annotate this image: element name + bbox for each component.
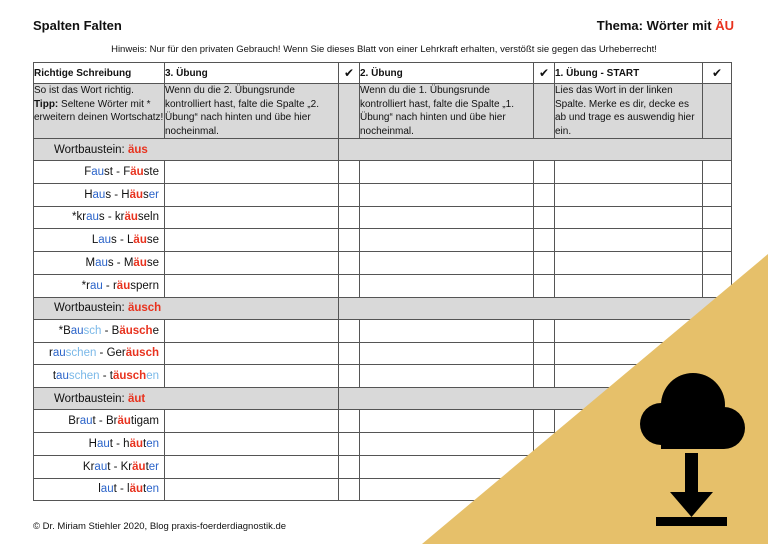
section-label-text: Wortbaustein: <box>54 302 128 315</box>
exercise3-input[interactable] <box>165 365 339 388</box>
check1-box[interactable] <box>703 410 732 433</box>
section-filler <box>339 388 732 410</box>
check2-box[interactable] <box>534 319 555 342</box>
check1-box[interactable] <box>703 478 732 501</box>
word-segment: l <box>98 483 101 496</box>
word-segment: t <box>145 460 149 473</box>
word-row <box>34 252 732 275</box>
word-row <box>34 365 732 388</box>
word-segment: au <box>52 347 66 360</box>
check1-box[interactable] <box>703 365 732 388</box>
word-segment: äu <box>132 460 146 473</box>
section-label <box>34 297 339 319</box>
word-segment: äu <box>124 211 138 224</box>
check2-box[interactable] <box>534 274 555 297</box>
footer-copyright: © Dr. Miriam Stiehler 2020, Blog praxis-foerderdiagnostik.de <box>33 521 287 532</box>
word-row <box>34 274 732 297</box>
word-segment: äusch <box>125 347 159 360</box>
check1-box[interactable] <box>703 206 732 229</box>
exercise3-input[interactable] <box>165 252 339 275</box>
word-segment: t - l <box>113 483 130 496</box>
col-correct-header: Richtige Schreibung <box>34 63 165 84</box>
exercise1-input[interactable] <box>555 410 703 433</box>
exercise3-input[interactable] <box>165 274 339 297</box>
correct-word <box>34 319 165 342</box>
check3-box[interactable] <box>339 183 360 206</box>
word-segment: en <box>146 437 159 450</box>
word-segment: Br <box>68 415 80 428</box>
exercise2-input[interactable] <box>360 183 534 206</box>
word-segment: t <box>143 483 147 496</box>
word-segment: s - H <box>105 188 130 201</box>
exercise1-input[interactable] <box>555 206 703 229</box>
exercise-table <box>33 62 732 501</box>
word-row <box>34 455 732 478</box>
word-segment: au <box>98 234 112 247</box>
word-segment: au <box>91 165 105 178</box>
word-row <box>34 161 732 184</box>
word-segment: s - M <box>107 257 134 270</box>
correct-word <box>34 455 165 478</box>
exercise3-input[interactable] <box>165 161 339 184</box>
word-segment: au <box>96 437 110 450</box>
check-icon: ✔ <box>703 63 732 84</box>
exercise2-input[interactable] <box>360 365 534 388</box>
check3-box[interactable] <box>339 206 360 229</box>
topic-prefix: Thema: Wörter mit <box>596 18 716 33</box>
word-segment: - t <box>99 370 113 383</box>
word-row <box>34 478 732 501</box>
check2-box[interactable] <box>534 365 555 388</box>
word-segment: äu <box>133 234 147 247</box>
word-segment: er <box>148 188 159 201</box>
exercise3-input[interactable] <box>165 455 339 478</box>
word-segment: äu <box>130 165 144 178</box>
instruction-check2 <box>534 84 555 139</box>
instruction-correct-text: So ist das Wort richtig. <box>34 85 134 96</box>
word-segment: au <box>100 483 114 496</box>
check1-box[interactable] <box>703 274 732 297</box>
exercise2-input[interactable] <box>360 432 534 455</box>
exercise3-input[interactable] <box>165 229 339 252</box>
tip-text: Seltene Wörter mit * erweitern deinen Wortschatz! <box>34 98 164 123</box>
word-segment: r <box>49 347 53 360</box>
tip-label: Tipp: <box>34 98 59 110</box>
correct-word <box>34 365 165 388</box>
check1-box[interactable] <box>703 252 732 275</box>
exercise2-input[interactable] <box>360 252 534 275</box>
word-row <box>34 432 732 455</box>
section-filler <box>339 297 732 319</box>
exercise1-input[interactable] <box>555 183 703 206</box>
check2-box[interactable] <box>534 183 555 206</box>
section-row <box>34 297 732 319</box>
instruction-exercise3: Wenn du die 2. Übungsrunde kontrolliert hast, falte die Spalte „2. Übung“ nach hinten und übe hier nocheinmal. <box>165 84 339 139</box>
word-segment: au <box>94 460 108 473</box>
exercise1-input[interactable] <box>555 252 703 275</box>
correct-word <box>34 183 165 206</box>
section-label-text: Wortbaustein: <box>54 143 128 156</box>
correct-word <box>34 342 165 365</box>
word-segment: t <box>52 370 57 383</box>
check3-box[interactable] <box>339 342 360 365</box>
word-segment: M <box>85 257 96 270</box>
check2-box[interactable] <box>534 161 555 184</box>
exercise2-input[interactable] <box>360 478 534 501</box>
section-row <box>34 388 732 410</box>
word-segment: spern <box>130 279 159 292</box>
word-segment: *r <box>81 279 90 292</box>
check2-box[interactable] <box>534 455 555 478</box>
word-row <box>34 319 732 342</box>
worksheet-topic <box>597 18 734 33</box>
exercise2-input[interactable] <box>360 410 534 433</box>
col-exercise3-header: 3. Übung <box>165 63 339 84</box>
col-exercise1-header: 1. Übung - START <box>555 63 703 84</box>
exercise1-input[interactable] <box>555 455 703 478</box>
section-row <box>34 139 732 161</box>
word-segment: L <box>91 234 99 247</box>
word-segment: äu <box>129 437 143 450</box>
word-segment: schen <box>68 370 100 383</box>
word-segment: t - Br <box>92 415 118 428</box>
check3-box[interactable] <box>339 478 360 501</box>
check1-box[interactable] <box>703 455 732 478</box>
word-segment: äu <box>129 483 143 496</box>
word-segment: schen <box>65 347 97 360</box>
section-suffix: äus <box>127 143 148 156</box>
col-exercise2-header: 2. Übung <box>360 63 534 84</box>
exercise1-input[interactable] <box>555 432 703 455</box>
exercise3-input[interactable] <box>165 432 339 455</box>
word-segment: äu <box>129 188 144 201</box>
exercise2-input[interactable] <box>360 274 534 297</box>
correct-word <box>34 252 165 275</box>
check2-box[interactable] <box>534 206 555 229</box>
word-segment: au <box>89 279 103 292</box>
correct-word <box>34 206 165 229</box>
word-segment: en <box>146 370 159 383</box>
word-segment: sch <box>83 324 102 337</box>
exercise1-input[interactable] <box>555 365 703 388</box>
check-icon: ✔ <box>534 63 555 84</box>
check1-box[interactable] <box>703 319 732 342</box>
instruction-correct <box>34 84 165 139</box>
word-segment: t <box>143 437 147 450</box>
exercise3-input[interactable] <box>165 183 339 206</box>
exercise1-input[interactable] <box>555 478 703 501</box>
topic-accent: ÄU <box>715 18 734 33</box>
correct-word <box>34 432 165 455</box>
word-segment: ste <box>143 165 159 178</box>
word-segment: au <box>70 324 84 337</box>
check3-box[interactable] <box>339 274 360 297</box>
word-segment: er <box>148 460 159 473</box>
exercise3-input[interactable] <box>165 206 339 229</box>
instruction-exercise1: Lies das Wort in der linken Spalte. Merke es dir, decke es ab und trage es auswendig hier ein. <box>555 84 703 139</box>
word-segment: tigam <box>130 415 159 428</box>
word-segment: Kr <box>82 460 95 473</box>
word-segment: seln <box>137 211 159 224</box>
word-segment: s - kr <box>98 211 125 224</box>
check2-box[interactable] <box>534 252 555 275</box>
exercise1-input[interactable] <box>555 229 703 252</box>
word-segment: - r <box>102 279 117 292</box>
exercise1-input[interactable] <box>555 319 703 342</box>
copyright-hint: Hinweis: Nur für den privaten Gebrauch! Wenn Sie dieses Blatt von einer Lehrkraft erhalten, verstößt sie gegen das Urheberrecht! <box>111 44 657 55</box>
check3-box[interactable] <box>339 252 360 275</box>
exercise3-input[interactable] <box>165 410 339 433</box>
word-row <box>34 183 732 206</box>
correct-word <box>34 478 165 501</box>
exercise3-input[interactable] <box>165 478 339 501</box>
exercise1-input[interactable] <box>555 342 703 365</box>
check1-box[interactable] <box>703 161 732 184</box>
check3-box[interactable] <box>339 455 360 478</box>
exercise1-input[interactable] <box>555 161 703 184</box>
check-icon: ✔ <box>339 63 360 84</box>
word-segment: H <box>84 188 93 201</box>
check2-box[interactable] <box>534 229 555 252</box>
worksheet-title: Spalten Falten <box>33 18 122 33</box>
word-segment: au <box>95 257 108 270</box>
word-segment: st - F <box>104 165 131 178</box>
check3-box[interactable] <box>339 432 360 455</box>
exercise3-input[interactable] <box>165 342 339 365</box>
instruction-check1 <box>703 84 732 139</box>
table-body <box>34 139 732 501</box>
word-segment: *B <box>58 324 71 337</box>
word-segment: - B <box>101 324 120 337</box>
exercise2-input[interactable] <box>360 229 534 252</box>
word-segment: äu <box>133 257 147 270</box>
word-segment: äu <box>116 279 131 292</box>
table-header-row <box>34 63 732 84</box>
exercise2-input[interactable] <box>360 161 534 184</box>
word-segment: au <box>79 415 93 428</box>
word-segment: e <box>152 324 159 337</box>
word-segment: se <box>146 234 159 247</box>
check3-box[interactable] <box>339 161 360 184</box>
word-segment: äusch <box>119 324 153 337</box>
check1-box[interactable] <box>703 342 732 365</box>
section-label <box>34 139 339 161</box>
correct-word <box>34 161 165 184</box>
check1-box[interactable] <box>703 183 732 206</box>
check3-box[interactable] <box>339 365 360 388</box>
check2-box[interactable] <box>534 432 555 455</box>
word-segment: äusch <box>112 370 147 383</box>
word-segment: en <box>146 483 159 496</box>
check3-box[interactable] <box>339 319 360 342</box>
word-segment: t - Kr <box>107 460 133 473</box>
check3-box[interactable] <box>339 229 360 252</box>
exercise1-input[interactable] <box>555 274 703 297</box>
word-segment: F <box>84 165 92 178</box>
exercise3-input[interactable] <box>165 319 339 342</box>
section-suffix: äut <box>127 392 146 405</box>
instruction-row <box>34 84 732 139</box>
section-filler <box>339 139 732 161</box>
word-segment: H <box>88 437 97 450</box>
check1-box[interactable] <box>703 432 732 455</box>
check2-box[interactable] <box>534 342 555 365</box>
word-segment: t - h <box>109 437 130 450</box>
word-segment: au <box>86 211 99 224</box>
section-suffix: äusch <box>127 302 162 315</box>
word-row <box>34 342 732 365</box>
exercise2-input[interactable] <box>360 319 534 342</box>
word-segment: äu <box>117 415 131 428</box>
exercise2-input[interactable] <box>360 342 534 365</box>
word-segment: se <box>146 257 159 270</box>
check2-box[interactable] <box>534 410 555 433</box>
exercise2-input[interactable] <box>360 455 534 478</box>
correct-word <box>34 274 165 297</box>
correct-word <box>34 410 165 433</box>
check1-box[interactable] <box>703 229 732 252</box>
instruction-exercise2: Wenn du die 1. Übungsrunde kontrolliert hast, falte die Spalte „1. Übung“ nach hinten und übe hier nocheinmal. <box>360 84 534 139</box>
section-label-text: Wortbaustein: <box>54 392 128 405</box>
instruction-check3 <box>339 84 360 139</box>
exercise2-input[interactable] <box>360 206 534 229</box>
word-segment: *kr <box>72 211 87 224</box>
correct-word <box>34 229 165 252</box>
word-segment: s - L <box>111 234 134 247</box>
word-segment: au <box>56 370 69 383</box>
word-row <box>34 229 732 252</box>
check3-box[interactable] <box>339 410 360 433</box>
word-row <box>34 206 732 229</box>
word-row <box>34 410 732 433</box>
word-segment: s <box>143 188 149 201</box>
check2-box[interactable] <box>534 478 555 501</box>
word-segment: - Ger <box>96 347 126 360</box>
word-segment: au <box>92 188 106 201</box>
section-label <box>34 388 339 410</box>
